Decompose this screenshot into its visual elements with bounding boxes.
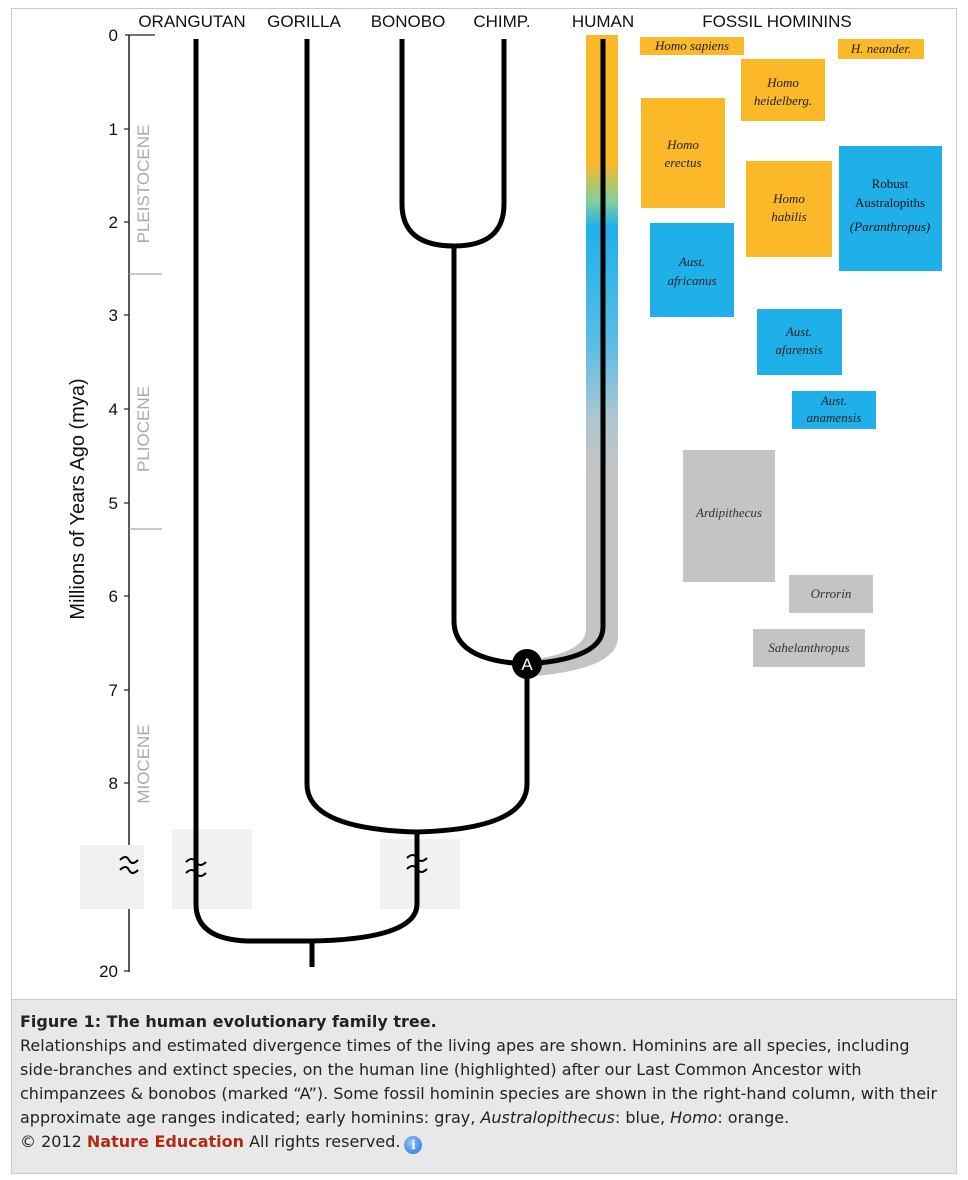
fossil-box-homo-erectus xyxy=(641,98,725,208)
copyright-year: © 2012 xyxy=(20,1132,82,1151)
branch-chimp xyxy=(454,39,504,246)
branch-hominine-join xyxy=(417,664,527,832)
fossil-label-aust-afarensis-2: afarensis xyxy=(775,342,823,357)
fossil-label-aust-anamensis-1: Aust. xyxy=(820,393,848,408)
fossil-box-aust-africanus xyxy=(650,223,734,317)
caption-australopithecus: Australopithecus xyxy=(480,1108,615,1127)
info-icon[interactable]: i xyxy=(404,1136,422,1154)
caption-copyright-line xyxy=(20,1130,944,1154)
fossil-box-homo-heidelberg xyxy=(741,59,825,121)
header-human: HUMAN xyxy=(571,12,635,31)
figure-caption xyxy=(12,999,956,1173)
rights-text: All rights reserved. xyxy=(249,1132,401,1151)
fossil-label-homo-heidelberg-1: Homo xyxy=(767,75,799,90)
fossil-label-robust-3: (Paranthropus) xyxy=(849,219,931,234)
tick-label-2: 2 xyxy=(108,213,118,232)
caption-text-1: Relationships and estimated divergence times of the living apes are shown. Hominins are all species, including side-branches and extinct species, on the human line (highlighted) after our Last Common Ancestor with chimpanzees & bonobos (marked “A”). Some fossil hominin species are shown in the right-hand column, with their approximate age ranges indicated; early hominins: gray, xyxy=(20,1036,938,1127)
tick-label-8: 8 xyxy=(108,774,118,793)
figure-frame xyxy=(11,8,957,1174)
fossil-label-sahelanthropus: Sahelanthropus xyxy=(768,640,850,655)
fossil-label-ardipithecus: Ardipithecus xyxy=(696,505,762,520)
header-gorilla: GORILLA xyxy=(267,12,341,31)
caption-homo: Homo xyxy=(670,1108,718,1127)
node-a-label: A xyxy=(521,655,533,674)
fossil-label-homo-sapiens: Homo sapiens xyxy=(654,38,730,53)
break-band-orangutan xyxy=(172,829,252,909)
fossil-boxes xyxy=(640,37,942,667)
tick-label-7: 7 xyxy=(108,681,118,700)
tick-label-4: 4 xyxy=(108,400,118,419)
fossil-label-homo-erectus-1: Homo xyxy=(667,137,699,152)
epoch-pleistocene: PLEISTOCENE xyxy=(134,124,153,244)
tick-label-6: 6 xyxy=(108,587,118,606)
y-axis-label: Millions of Years Ago (mya) xyxy=(67,378,89,620)
header-chimp: CHIMP. xyxy=(473,12,531,31)
column-headers xyxy=(138,12,851,31)
branch-orangutan xyxy=(196,39,312,941)
fossil-label-homo-heidelberg-2: heidelberg. xyxy=(753,93,813,108)
break-band-axis xyxy=(80,845,144,909)
fossil-label-homo-erectus-2: erectus xyxy=(664,155,702,170)
header-orangutan: ORANGUTAN xyxy=(138,12,246,31)
fossil-label-robust-1: Robust xyxy=(871,176,909,191)
fossil-label-h-neander: H. neander. xyxy=(850,41,912,56)
fossil-label-aust-afarensis-1: Aust. xyxy=(785,324,813,339)
tick-label-20: 20 xyxy=(99,962,118,981)
header-fossil-hominins: FOSSIL HOMININS xyxy=(702,12,852,31)
caption-title: Figure 1: The human evolutionary family tree. xyxy=(20,1012,437,1031)
tick-label-3: 3 xyxy=(108,306,118,325)
tick-label-1: 1 xyxy=(108,120,118,139)
time-break-bands xyxy=(80,829,460,909)
caption-text-2: : blue, xyxy=(614,1108,671,1127)
fossil-label-aust-anamensis-2: anamensis xyxy=(806,410,862,425)
epoch-pliocene: PLIOCENE xyxy=(134,386,153,472)
epoch-miocene: MIOCENE xyxy=(134,724,153,804)
fossil-label-orrorin: Orrorin xyxy=(810,586,852,601)
fossil-label-robust-2: Australopiths xyxy=(854,195,926,210)
evolution-tree-diagram xyxy=(12,9,956,999)
branch-bonobo xyxy=(402,39,454,246)
break-band-gorilla xyxy=(380,839,460,909)
tree-branches xyxy=(196,39,603,967)
epoch-labels xyxy=(134,125,153,804)
tick-label-0: 0 xyxy=(108,26,118,45)
header-bonobo: BONOBO xyxy=(370,12,446,31)
caption-text-3: : orange. xyxy=(717,1108,790,1127)
fossil-label-aust-africanus-1: Aust. xyxy=(678,254,706,269)
fossil-label-homo-habilis-2: habilis xyxy=(771,209,807,224)
fossil-label-aust-africanus-2: africanus xyxy=(667,273,717,288)
node-a xyxy=(512,649,542,679)
y-tick-labels xyxy=(99,26,118,981)
caption-body xyxy=(20,1034,944,1130)
nature-education-link[interactable]: Nature Education xyxy=(86,1132,245,1151)
fossil-label-homo-habilis-1: Homo xyxy=(773,191,805,206)
tick-label-5: 5 xyxy=(108,494,118,513)
branch-pan-stem xyxy=(454,246,527,664)
